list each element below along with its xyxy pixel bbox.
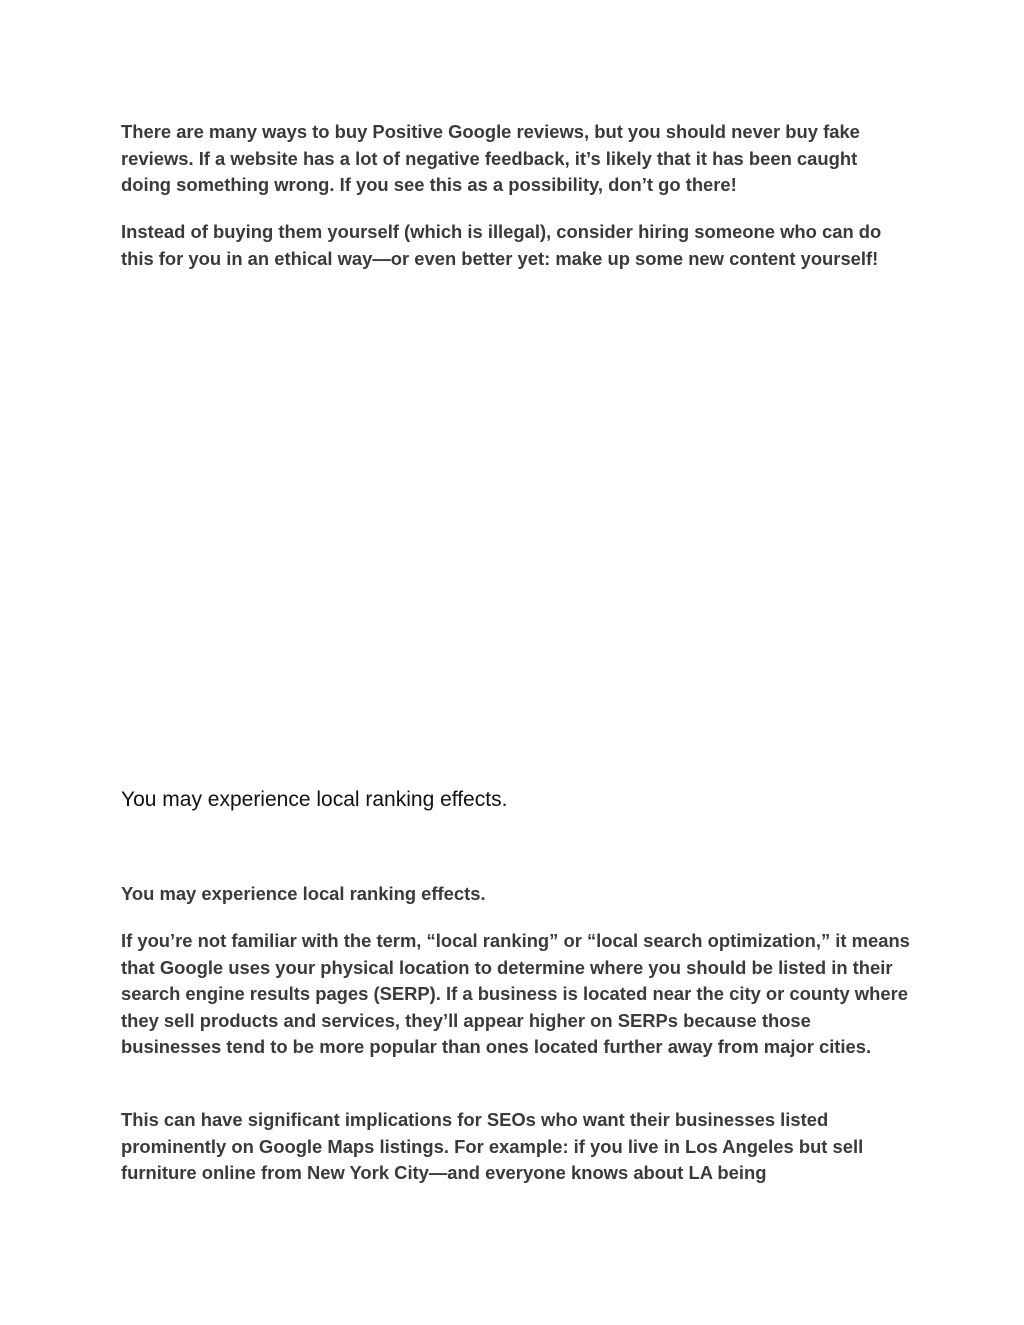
section-paragraph-2: If you’re not familiar with the term, “local ranking” or “local search optimization,” it means that Google uses your physical location to determine where you should be listed in their search engine results pages (SERP). If a business is located near the city or county where they sell products and services, they’ll appear higher on SERPs because those businesses tend to be more popular than ones located further away from major cities. <box>121 930 910 1058</box>
intro-paragraph-2: Instead of buying them yourself (which is illegal), consider hiring someone who can do this for you in an ethical way—or even better yet: make up some new content yourself! <box>121 221 882 269</box>
section-heading: You may experience local ranking effects. <box>121 788 508 811</box>
section-paragraph-1: You may experience local ranking effects. <box>121 883 486 904</box>
section-paragraph-3: This can have significant implications for SEOs who want their businesses listed prominently on Google Maps listings. For example: if you live in Los Angeles but sell furniture online from New York City—and everyone knows about LA being <box>121 1109 864 1184</box>
intro-paragraph-1: There are many ways to buy Positive Google reviews, but you should never buy fake reviews. If a website has a lot of negative feedback, it’s likely that it has been caught doing something wrong. If you see this as a possibility, don’t go there! <box>121 121 860 196</box>
